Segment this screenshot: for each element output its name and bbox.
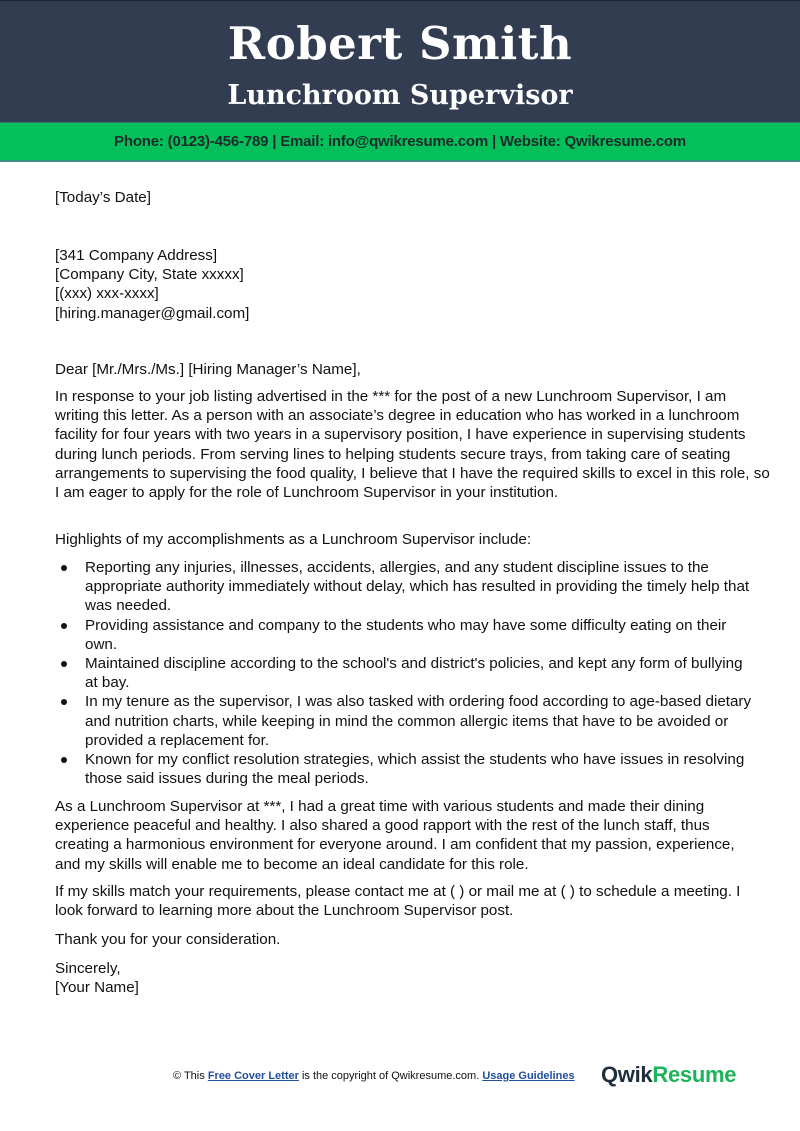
- closing-paragraph: As a Lunchroom Supervisor at ***, I had a great time with various students and made their dining experience peaceful and healthy. I also shared a good rapport with the rest of the lunch staff, thus creating a harmonious environment for everyone around. I am confident that my passion, experience, and my skills will enable me to become an ideal candidate for this role.: [55, 798, 735, 873]
- signoff-block: [55, 959, 755, 997]
- list-item: Providing assistance and company to the students who may have some difficulty eating on their own.: [55, 616, 755, 654]
- recipient-city: [Company City, State xxxxx]: [55, 266, 244, 284]
- contact-paragraph: If my skills match your requirements, please contact me at ( ) or mail me at ( ) to schedule a meeting. I look forward to learning more about the Lunchroom Supervisor post.: [55, 883, 741, 920]
- contact-bar: [0, 122, 800, 162]
- signoff: Sincerely,: [55, 960, 121, 977]
- bullet-icon: [61, 565, 67, 571]
- job-title: Lunchroom Supervisor: [227, 80, 573, 111]
- list-item: Known for my conflict resolution strategies, which assist the students who have issues in resolving those said issues during the meal periods.: [55, 750, 755, 788]
- list-item: Reporting any injuries, illnesses, accidents, allergies, and any student discipline issues to the appropriate authority immediately without delay, which has resulted in providing the timely help that was needed.: [55, 558, 755, 616]
- bullet-icon: [61, 757, 67, 763]
- intro-paragraph: In response to your job listing advertised in the *** for the post of a new Lunchroom Supervisor, I am writing this letter. As a person with an associate’s degree in education who has worked in a lunchroom facility for four years with two years in a supervisory position, I have experience in supervising students during lunch periods. From serving lines to helping students secure trays, from taking care of seating arrangements to supervising the food quality, I believe that I have the required skills to excel in this role, so I am eager to apply for the role of Lunchroom Supervisor in your institution.: [55, 388, 770, 502]
- highlights-list: [55, 558, 755, 788]
- footer: [0, 1062, 800, 1092]
- recipient-email: [hiring.manager@gmail.com]: [55, 304, 250, 322]
- salutation: Dear [Mr./Mrs./Ms.] [Hiring Manager’s Name],: [55, 361, 361, 378]
- bullet-icon: [61, 661, 67, 667]
- signature: [Your Name]: [55, 979, 139, 997]
- recipient-block: [55, 246, 755, 323]
- qwikresume-logo: QwikResume: [601, 1062, 737, 1087]
- copyright-note: © This Free Cover Letter is the copyright of Qwikresume.com. Usage Guidelines: [173, 1070, 575, 1082]
- bullet-icon: [61, 699, 67, 705]
- letter-date: [Today’s Date]: [55, 189, 151, 206]
- recipient-address: [341 Company Address]: [55, 247, 218, 264]
- list-item: In my tenure as the supervisor, I was also tasked with ordering food according to age-based dietary and nutrition charts, while keeping in mind the common allergic items that have to be avoided or provided a replacement for.: [55, 692, 755, 750]
- recipient-phone: [(xxx) xxx-xxxx]: [55, 285, 159, 303]
- usage-guidelines-link[interactable]: Usage Guidelines: [482, 1070, 575, 1082]
- bullet-icon: [61, 623, 67, 629]
- contact-info: Phone: (0123)-456-789 | Email: info@qwikresume.com | Website: Qwikresume.com: [114, 133, 686, 150]
- thanks-line: Thank you for your consideration.: [55, 931, 281, 948]
- list-item: Maintained discipline according to the school's and district's policies, and kept any form of bullying at bay.: [55, 654, 755, 692]
- candidate-name: Robert Smith: [227, 17, 573, 70]
- header-band: [0, 0, 800, 122]
- free-cover-letter-link[interactable]: Free Cover Letter: [207, 1070, 299, 1082]
- highlights-intro: Highlights of my accomplishments as a Lunchroom Supervisor include:: [55, 531, 532, 548]
